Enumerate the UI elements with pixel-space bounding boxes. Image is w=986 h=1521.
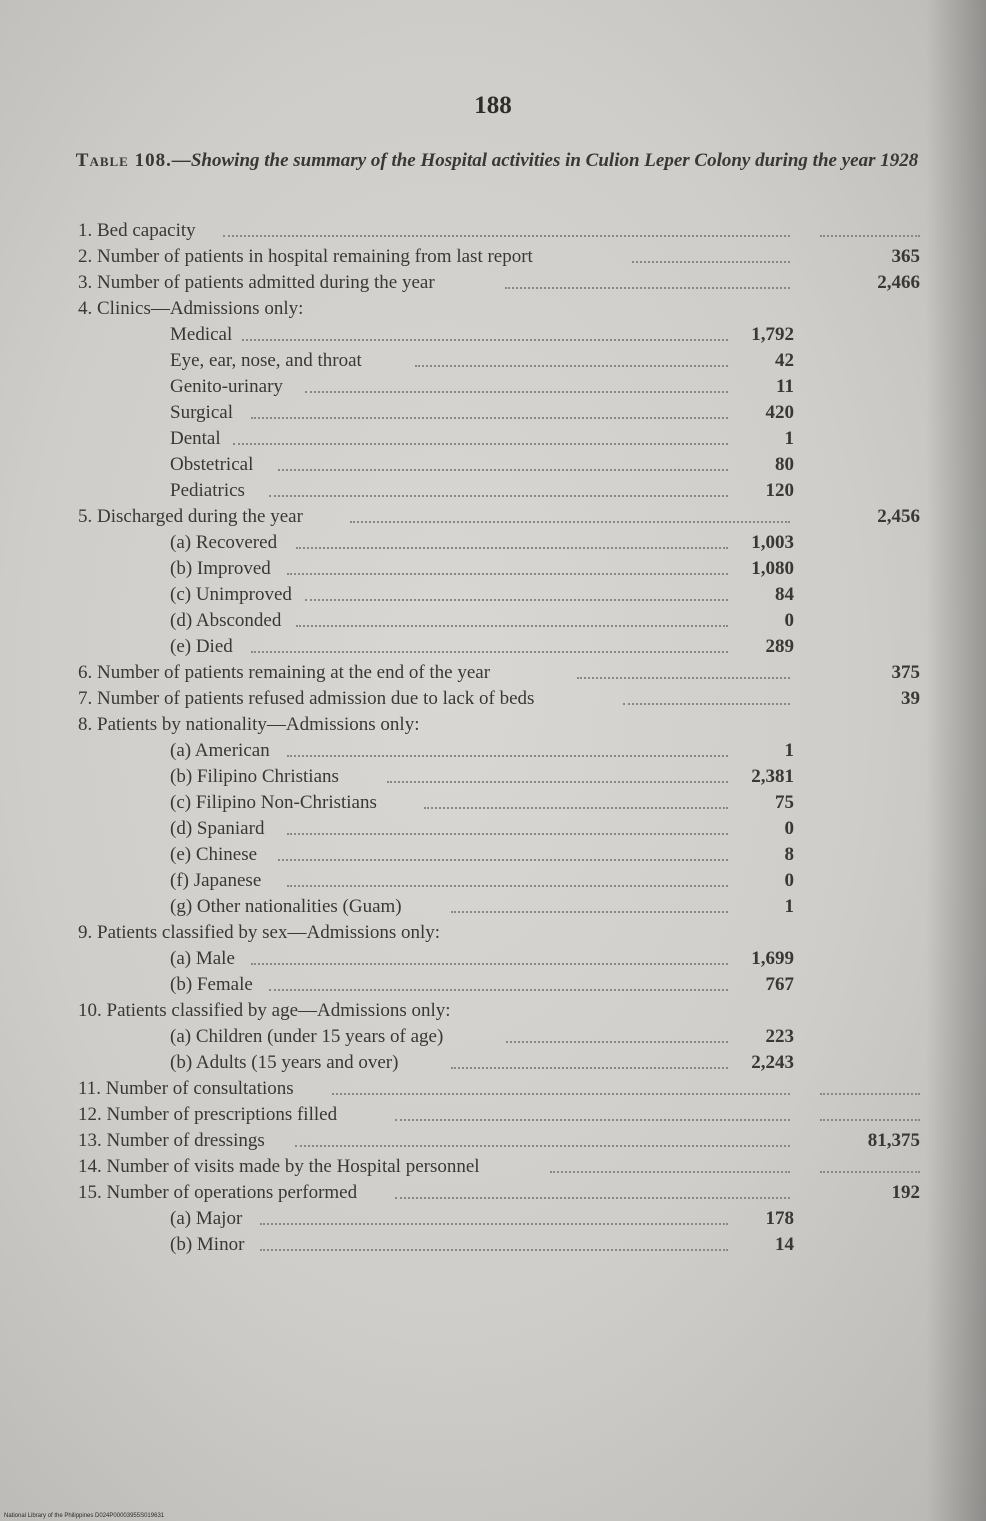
- table-row: [78, 816, 928, 842]
- inner-value: 1,792: [751, 324, 794, 345]
- inner-value: 1: [784, 896, 794, 917]
- row-label: Surgical: [170, 402, 233, 423]
- dot-leader: [260, 1249, 728, 1251]
- total-value: 81,375: [867, 1130, 920, 1151]
- dot-leader: [287, 755, 728, 757]
- table-row: [78, 1024, 928, 1050]
- dot-leader: [278, 859, 728, 861]
- dot-leader: [305, 599, 728, 601]
- inner-value: 1,699: [751, 948, 794, 969]
- page-edge-shadow: [926, 0, 986, 1521]
- table-row: [78, 1128, 928, 1154]
- dot-leader: [251, 417, 728, 419]
- table-row: [78, 1102, 928, 1128]
- table-caption-text: —Showing the summary of the Hospital activities in Culion Leper Colony during the year 1928: [171, 150, 919, 171]
- row-label: (b) Adults (15 years and over): [170, 1052, 399, 1073]
- table-row: [78, 972, 928, 998]
- inner-value: 0: [784, 610, 794, 631]
- dot-leader: [395, 1119, 790, 1121]
- inner-value: 8: [784, 844, 794, 865]
- table-row: [78, 790, 928, 816]
- table-row: [78, 634, 928, 660]
- row-label: 6. Number of patients remaining at the end of the year: [78, 662, 491, 683]
- row-label: Eye, ear, nose, and throat: [170, 350, 362, 371]
- inner-value: 42: [775, 350, 794, 371]
- dot-leader: [577, 677, 790, 679]
- row-label: (b) Filipino Christians: [170, 766, 339, 787]
- table-row: [78, 348, 928, 374]
- table-row: [78, 1154, 928, 1180]
- table-row: [78, 842, 928, 868]
- table-row: [78, 452, 928, 478]
- table-row: [78, 270, 928, 296]
- row-label: (a) Recovered: [170, 532, 278, 553]
- row-label: (d) Absconded: [170, 610, 282, 631]
- page-number: 188: [474, 92, 512, 119]
- dot-leader: [550, 1171, 790, 1173]
- dot-leader: [296, 625, 728, 627]
- table-row: [78, 582, 928, 608]
- inner-value: 2,243: [751, 1052, 794, 1073]
- inner-value: 14: [775, 1234, 794, 1255]
- row-label: (b) Improved: [170, 558, 271, 579]
- outer-dot-leader: [820, 1171, 920, 1173]
- dot-leader: [623, 703, 790, 705]
- inner-value: 1,003: [751, 532, 794, 553]
- table-row: [78, 1232, 928, 1258]
- dot-leader: [269, 495, 728, 497]
- table-row: [78, 608, 928, 634]
- table-row: [78, 764, 928, 790]
- outer-dot-leader: [820, 1119, 920, 1121]
- row-label: (a) American: [170, 740, 270, 761]
- table-row: [78, 322, 928, 348]
- outer-dot-leader: [820, 235, 920, 237]
- row-label: 10. Patients classified by age—Admissions only:: [78, 1000, 451, 1021]
- dot-leader: [233, 443, 728, 445]
- dot-leader: [332, 1093, 790, 1095]
- dot-leader: [251, 963, 728, 965]
- row-label: 9. Patients classified by sex—Admissions only:: [78, 922, 441, 943]
- inner-value: 75: [775, 792, 794, 813]
- inner-value: 1: [784, 740, 794, 761]
- dot-leader: [295, 1145, 790, 1147]
- inner-value: 0: [784, 818, 794, 839]
- table-caption: [72, 148, 922, 174]
- total-value: 2,466: [877, 272, 920, 293]
- table-row: [78, 1180, 928, 1206]
- inner-value: 0: [784, 870, 794, 891]
- total-value: 375: [891, 662, 920, 683]
- row-label: (d) Spaniard: [170, 818, 265, 839]
- table-row: [78, 712, 928, 738]
- row-label: (b) Female: [170, 974, 253, 995]
- row-label: 8. Patients by nationality—Admissions only:: [78, 714, 420, 735]
- row-label: 1. Bed capacity: [78, 220, 196, 241]
- table-row: [78, 296, 928, 322]
- table-row: [78, 686, 928, 712]
- row-label: Pediatrics: [170, 480, 245, 501]
- dot-leader: [269, 989, 728, 991]
- dot-leader: [632, 261, 790, 263]
- inner-value: 420: [765, 402, 794, 423]
- dot-leader: [395, 1197, 790, 1199]
- table-row: [78, 530, 928, 556]
- row-label: 12. Number of prescriptions filled: [78, 1104, 338, 1125]
- table-row: [78, 894, 928, 920]
- dot-leader: [424, 807, 728, 809]
- dot-leader: [287, 885, 728, 887]
- row-label: 3. Number of patients admitted during the year: [78, 272, 435, 293]
- row-label: (e) Chinese: [170, 844, 258, 865]
- dot-leader: [251, 651, 728, 653]
- table-row: [78, 218, 928, 244]
- dot-leader: [223, 235, 791, 237]
- dot-leader: [506, 1041, 728, 1043]
- row-label: (a) Children (under 15 years of age): [170, 1026, 444, 1047]
- total-value: 365: [891, 246, 920, 267]
- inner-value: 80: [775, 454, 794, 475]
- table-row: [78, 998, 928, 1024]
- inner-value: 767: [765, 974, 794, 995]
- total-value: 2,456: [877, 506, 920, 527]
- row-label: 15. Number of operations performed: [78, 1182, 358, 1203]
- row-label: Medical: [170, 324, 233, 345]
- inner-value: 1: [784, 428, 794, 449]
- dot-leader: [305, 391, 728, 393]
- row-label: (c) Unimproved: [170, 584, 292, 605]
- row-label: 11. Number of consultations: [78, 1078, 294, 1099]
- table-row: [78, 738, 928, 764]
- dot-leader: [387, 781, 728, 783]
- row-label: Obstetrical: [170, 454, 254, 475]
- table-row: [78, 504, 928, 530]
- table-row: [78, 556, 928, 582]
- table-row: [78, 1050, 928, 1076]
- outer-dot-leader: [820, 1093, 920, 1095]
- table-row: [78, 400, 928, 426]
- row-label: Dental: [170, 428, 221, 449]
- row-label: Genito-urinary: [170, 376, 283, 397]
- inner-value: 289: [765, 636, 794, 657]
- row-label: (c) Filipino Non-Christians: [170, 792, 377, 813]
- dot-leader: [242, 339, 728, 341]
- dot-leader: [296, 547, 728, 549]
- row-label: (e) Died: [170, 636, 233, 657]
- dot-leader: [287, 833, 728, 835]
- table-row: [78, 1076, 928, 1102]
- row-label: (b) Minor: [170, 1234, 245, 1255]
- table-row: [78, 374, 928, 400]
- inner-value: 84: [775, 584, 794, 605]
- table-row: [78, 920, 928, 946]
- dot-leader: [287, 573, 728, 575]
- inner-value: 11: [776, 376, 794, 397]
- scan-footer-note: National Library of the Philippines D024P00003955S019631: [4, 1513, 165, 1519]
- dot-leader: [278, 469, 728, 471]
- dot-leader: [350, 521, 790, 523]
- row-label: (a) Major: [170, 1208, 243, 1229]
- row-label: 7. Number of patients refused admission due to lack of beds: [78, 688, 535, 709]
- table-row: [78, 868, 928, 894]
- row-label: (f) Japanese: [170, 870, 262, 891]
- table-row: [78, 478, 928, 504]
- inner-value: 1,080: [751, 558, 794, 579]
- row-label: 2. Number of patients in hospital remaining from last report: [78, 246, 533, 267]
- table-caption-lead: Table 108.: [75, 150, 172, 171]
- table-row: [78, 426, 928, 452]
- dot-leader: [451, 1067, 728, 1069]
- total-value: 39: [901, 688, 920, 709]
- table-row: [78, 660, 928, 686]
- row-label: 5. Discharged during the year: [78, 506, 303, 527]
- hospital-activities-table: [78, 218, 928, 1258]
- table-row: [78, 1206, 928, 1232]
- dot-leader: [260, 1223, 728, 1225]
- table-row: [78, 244, 928, 270]
- row-label: 4. Clinics—Admissions only:: [78, 298, 304, 319]
- inner-value: 120: [765, 480, 794, 501]
- total-value: 192: [891, 1182, 920, 1203]
- dot-leader: [415, 365, 728, 367]
- inner-value: 2,381: [751, 766, 794, 787]
- row-label: (g) Other nationalities (Guam): [170, 896, 402, 917]
- row-label: (a) Male: [170, 948, 235, 969]
- row-label: 14. Number of visits made by the Hospital personnel: [78, 1156, 480, 1177]
- inner-value: 223: [765, 1026, 794, 1047]
- row-label: 13. Number of dressings: [78, 1130, 265, 1151]
- dot-leader: [451, 911, 728, 913]
- table-row: [78, 946, 928, 972]
- inner-value: 178: [765, 1208, 794, 1229]
- dot-leader: [505, 287, 790, 289]
